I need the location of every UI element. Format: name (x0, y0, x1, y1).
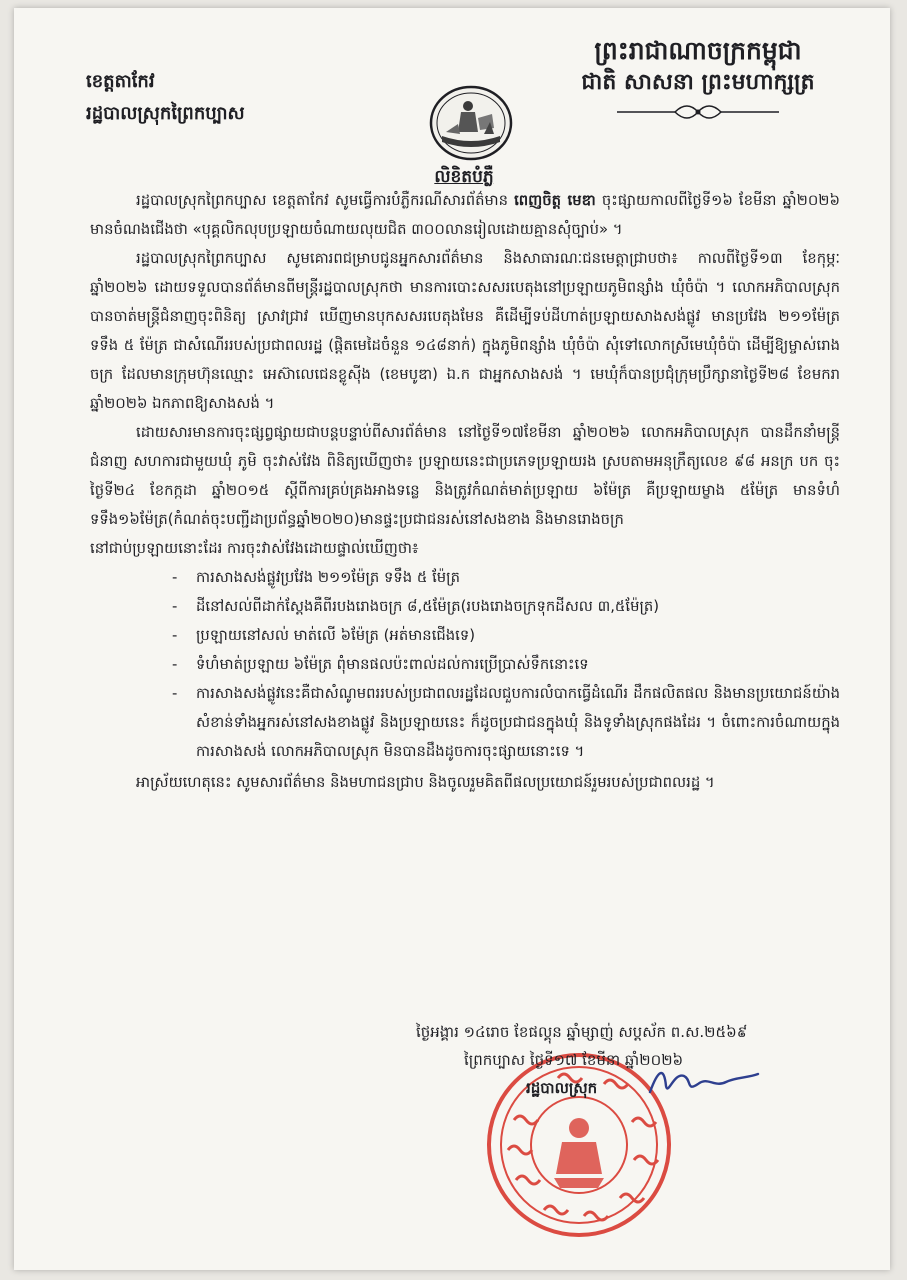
finding-text: ដីនៅសល់ពីដាក់ស្តែងគឺពីរបងរោងចក្រ ៨,៥ម៉ែត្រ(របងរោងចក្រទុកដីសល ៣,៥ម៉ែត្រ) (196, 598, 660, 615)
list-dash: - (172, 656, 178, 673)
list-item (172, 592, 840, 621)
ornament-divider-icon (613, 104, 783, 120)
kingdom-header (568, 34, 828, 120)
closing-paragraph: អាស្រ័យហេតុនេះ សូមសារព័ត៌មាន និងមហាជនជ្រាប និងចូលរួមគិតពីផលប្រយោជន៍រួមរបស់ប្រជាពលរដ្ឋ ។ (136, 774, 715, 791)
media-name: ពេញចិត្ត មេឌា (514, 192, 596, 209)
district-admin-name: រដ្ឋបាលស្រុកព្រៃកប្បាស (86, 103, 245, 124)
list-item (172, 650, 840, 679)
list-dash: - (172, 627, 178, 644)
province-name: ខេត្តតាកែវ (86, 71, 155, 92)
letter-body (90, 186, 840, 797)
lunar-date: ថ្ងៃអង្គារ ១៤រោច ខែផល្គុន ឆ្នាំម្សាញ់ សប្តស័ក ព.ស.២៥៦៩ (416, 1023, 748, 1041)
paragraph-2: រដ្ឋបាលស្រុកព្រៃកប្បាស សូមគោរពជម្រាបជូនអ្នកសារព័ត៌មាន និងសាធារណៈជនមេត្តាជ្រាបថា៖ កាលពីថ្ងៃទី១៣ ខែកុម្ភៈ ឆ្នាំ២០២៦ ដោយទទួលបានព័ត៌មានពីមន្ត្រីរដ្ឋបាលស្រុកថា មានការបោះសសរបេតុងនៅប្រឡាយភូមិពន្សាំង ឃុំចំប៉ា ។ លោកអភិបាលស្រុកបានចាត់មន្ត្រីជំនាញចុះពិនិត្យ ស្រាវជ្រាវ ឃើញមានបុកសសរបេតុងមែន គឺដើម្បីទប់ដីហាត់ប្រឡាយសាងសង់ផ្លូវ មានប្រវែង ២១១ម៉ែត្រ ទទឹង ៥ ម៉ែត្រ ជាសំណើររបស់ប្រជាពលរដ្ឋ (ផ្តិតមេដៃចំនួន ១៤៨នាក់) ក្នុងភូមិពន្សាំង ឃុំចំប៉ា សុំទៅលោកស្រីមេឃុំចំប៉ា ដើម្បីឱ្យម្ចាស់រោងចក្រ ដែលមានក្រុមហ៊ុនឈ្មោះ អេស៊ាលេជេនខ្លូស៊ីង (ខេមបូឌា) ឯ.ក ជាអ្នកសាងសង់ ។ មេឃុំក៏បានប្រជុំក្រុមប្រឹក្សានាថ្ងៃទី២៨ ខែមករា ឆ្នាំ២០២៦ ឯកភាពឱ្យសាងសង់ ។ (90, 250, 840, 412)
document-title: លិខិតបំភ្លឺ (434, 167, 494, 187)
district-emblem-icon (428, 84, 514, 162)
findings-list (90, 563, 840, 766)
solar-date: ព្រៃកប្បាស ថ្ងៃទី១៧ ខែមីនា ឆ្នាំ២០២៦ (464, 1051, 684, 1069)
paragraph-3: ដោយសារមានការចុះផ្សព្វផ្សាយជាបន្តបន្ទាប់ពីសារព័ត៌មាន នៅថ្ងៃទី១៧ខែមីនា ឆ្នាំ២០២៦ លោកអភិបាលស្រុក បានដឹកនាំមន្ត្រីជំនាញ សហការជាមួយឃុំ ភូមិ ចុះវាស់វែង ពិនិត្យឃើញថា៖ ប្រឡាយនេះជាប្រភេទប្រឡាយរង ស្របតាមអនុក្រឹត្យលេខ ៩៨ អនក្រ បក ចុះថ្ងៃទី២៤ ខែកក្កដា ឆ្នាំ២០១៥ ស្តីពីការគ្រប់គ្រងអាងទន្លេ និងត្រូវកំណត់មាត់ប្រឡាយ ៦ម៉ែត្រ គឺប្រឡាយម្ខាង ៥ម៉ែត្រ មានទំហំទទឹង១៦ម៉ែត្រ(កំណត់ចុះបញ្ជីដាប្រព័ន្ធឆ្នាំ២០២០)មានផ្ទះប្រជាជនរស់នៅសងខាង និងមានរោងចក្រ (90, 424, 840, 528)
finding-text: ការសាងសង់ផ្លូវប្រវែង ២១១ម៉ែត្រ ទទឹង ៥ ម៉ែត្រ (196, 569, 460, 586)
finding-text: ការសាងសង់ផ្លូវនេះគឺជាសំណូមពររបស់ប្រជាពលរដ្ឋដែលជួបការលំបាកធ្វើដំណើរ ដឹកផលិតផល និងមានប្រយោជន៍យ៉ាងសំខាន់ទាំងអ្នករស់នៅសងខាងផ្លូវ និងប្រឡាយនេះ ក៏ដូចប្រជាជនក្នុងឃុំ និងទូទាំងស្រុកផងដែរ ។ ចំពោះការចំណាយក្នុងការសាងសង់ លោកអភិបាលស្រុក មិនបានដឹងដូចការចុះផ្សាយនោះទេ ។ (196, 685, 840, 760)
list-item (172, 563, 840, 592)
list-item (172, 679, 840, 766)
letter-page (14, 8, 890, 1270)
kingdom-title: ព្រះរាជាណាចក្រកម្ពុជា (594, 36, 802, 65)
issuer-header (86, 66, 245, 130)
paragraph-3-continuation: នៅជាប់ប្រឡាយនោះដែរ ការចុះវាស់វែងដោយផ្ទាល់ឃើញថា៖ (90, 540, 419, 557)
list-item (172, 621, 840, 650)
finding-text: ទំហំមាត់ប្រឡាយ ៦ម៉ែត្រ ពុំមានផលប៉ះពាល់ដល់ការប្រើប្រាស់ទឹកនោះទេ (196, 656, 589, 673)
date-signature-block (416, 1018, 836, 1102)
finding-text: ប្រឡាយនៅសល់ មាត់លើ ៦ម៉ែត្រ (អត់មានជើងទេ) (196, 627, 476, 644)
paragraph-1-start: រដ្ឋបាលស្រុកព្រៃកប្បាស ខេត្តតាកែវ សូមធ្វើការបំភ្លឺករណីសារព័ត៌មាន (136, 192, 515, 209)
paragraph-1 (90, 186, 840, 244)
paragraph-1-end: ចុះផ្សាយកាលពីថ្ងៃទី១៦ ខែមីនា ឆ្នាំ២០២៦ មានចំណងជើងថា «បុគ្គលិកលុបប្រឡាយចំណាយលុយជិត ៣០០លានរៀលដោយគ្មានសុំច្បាប់» ។ (90, 192, 840, 238)
list-dash: - (172, 598, 178, 615)
list-dash: - (172, 569, 178, 586)
list-dash: - (172, 685, 178, 702)
kingdom-motto: ជាតិ សាសនា ព្រះមហាក្សត្រ (581, 70, 815, 95)
signatory-label: រដ្ឋបាលស្រុក (526, 1079, 598, 1097)
